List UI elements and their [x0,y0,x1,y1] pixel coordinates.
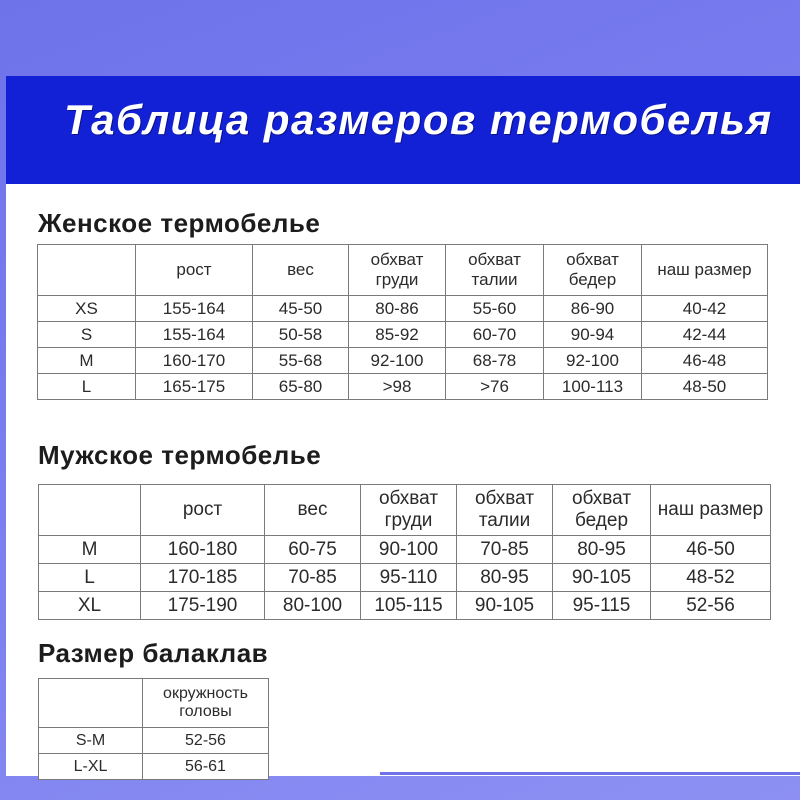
table-cell: 95-115 [553,592,651,620]
column-header [39,485,141,536]
table-header-row [39,679,269,728]
table-row [39,754,269,780]
table-row [38,348,768,374]
table-cell: 175-190 [141,592,265,620]
table-cell: 92-100 [349,348,446,374]
table-cell: 70-85 [265,564,361,592]
women-size-table [37,244,768,400]
men-section-title: Мужское термобелье [38,440,322,470]
table-cell: 45-50 [253,296,349,322]
column-header: обхват бедер [553,485,651,536]
table-cell: 55-60 [446,296,544,322]
table-cell: 50-58 [253,322,349,348]
size-label-cell: L [39,564,141,592]
table-cell: 48-52 [651,564,771,592]
table-cell: 80-100 [265,592,361,620]
table-cell: 165-175 [136,374,253,400]
column-header: наш размер [651,485,771,536]
column-header: обхват груди [361,485,457,536]
size-label-cell: S [38,322,136,348]
table-cell: 60-70 [446,322,544,348]
table-cell: 60-75 [265,536,361,564]
table-header-row [38,245,768,296]
column-header: рост [141,485,265,536]
table-cell: 90-105 [553,564,651,592]
table-row [39,536,771,564]
table-cell: 55-68 [253,348,349,374]
table-row [38,296,768,322]
table-cell: 90-105 [457,592,553,620]
column-header [38,245,136,296]
table-cell: 90-100 [361,536,457,564]
column-header: окружность головы [143,679,269,728]
table-cell: 86-90 [544,296,642,322]
column-header: вес [265,485,361,536]
balaclava-size-table [38,678,269,780]
table-cell: 56-61 [143,754,269,780]
size-label-cell: XL [39,592,141,620]
table-row [38,322,768,348]
table-cell: 80-95 [553,536,651,564]
table-cell: 170-185 [141,564,265,592]
table-cell: 65-80 [253,374,349,400]
table-cell: 155-164 [136,296,253,322]
column-header: наш размер [642,245,768,296]
column-header: вес [253,245,349,296]
table-cell: >98 [349,374,446,400]
column-header: обхват груди [349,245,446,296]
balaclava-section-title: Размер балаклав [38,638,269,668]
table-cell: 70-85 [457,536,553,564]
table-cell: 160-180 [141,536,265,564]
table-row [39,728,269,754]
column-header [39,679,143,728]
table-cell: >76 [446,374,544,400]
column-header: обхват талии [457,485,553,536]
table-cell: 52-56 [143,728,269,754]
column-header: обхват бедер [544,245,642,296]
page-title: Таблица размеров термобелья [64,96,773,143]
table-row [38,374,768,400]
size-label-cell: M [39,536,141,564]
table-cell: 155-164 [136,322,253,348]
table-cell: 40-42 [642,296,768,322]
table-row [39,564,771,592]
column-header: обхват талии [446,245,544,296]
column-header: рост [136,245,253,296]
table-cell: 92-100 [544,348,642,374]
table-header-row [39,485,771,536]
table-row [39,592,771,620]
decorative-divider [380,772,800,775]
men-size-table [38,484,771,620]
table-cell: 46-50 [651,536,771,564]
size-label-cell: M [38,348,136,374]
table-cell: 105-115 [361,592,457,620]
women-section-title: Женское термобелье [38,208,321,238]
size-label-cell: S-M [39,728,143,754]
size-label-cell: L-XL [39,754,143,780]
table-cell: 85-92 [349,322,446,348]
table-cell: 90-94 [544,322,642,348]
table-cell: 52-56 [651,592,771,620]
table-cell: 80-95 [457,564,553,592]
table-cell: 46-48 [642,348,768,374]
table-cell: 68-78 [446,348,544,374]
table-cell: 42-44 [642,322,768,348]
size-label-cell: XS [38,296,136,322]
table-cell: 100-113 [544,374,642,400]
table-cell: 160-170 [136,348,253,374]
size-label-cell: L [38,374,136,400]
table-cell: 80-86 [349,296,446,322]
table-cell: 95-110 [361,564,457,592]
table-cell: 48-50 [642,374,768,400]
